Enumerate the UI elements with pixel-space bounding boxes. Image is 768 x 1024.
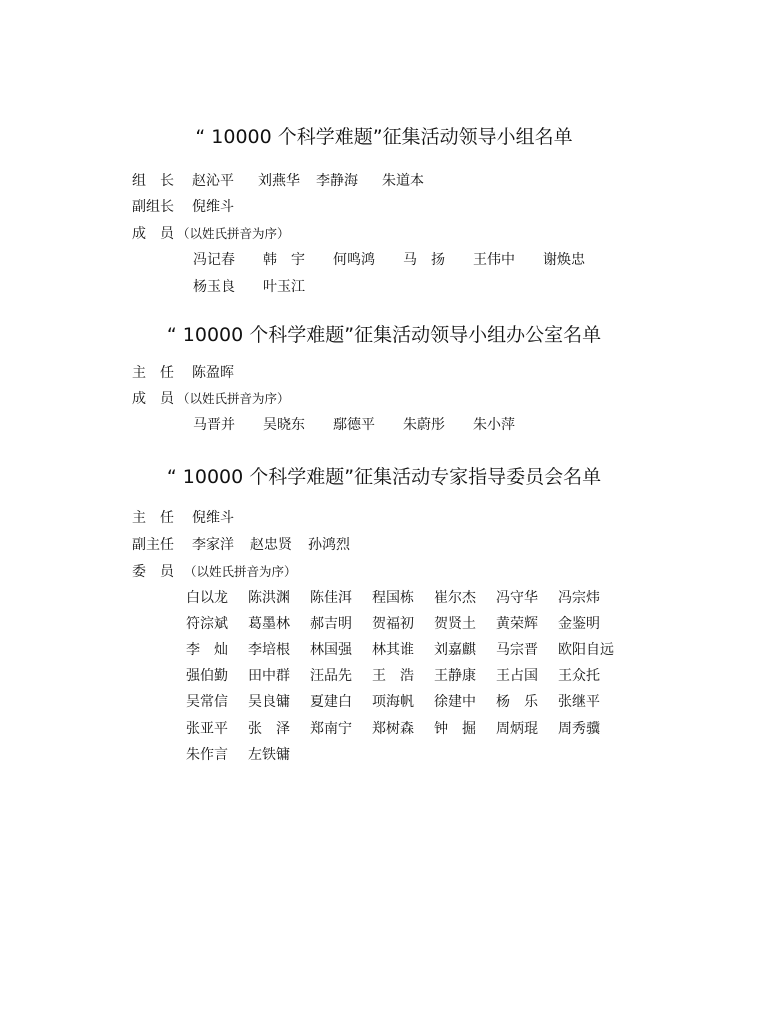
member-name: 张继平 (558, 694, 600, 710)
s1-leader-label: 组 长 (132, 173, 174, 189)
member-name: 贺贤土 (434, 616, 476, 632)
s1-leader-name: 李静海 (316, 173, 358, 189)
s2-director-row (132, 363, 234, 383)
member-name: 葛墨林 (248, 616, 290, 632)
s2-members-label: 成 员 (132, 391, 174, 407)
member-name: 强伯勤 (186, 668, 228, 684)
member-name: 钟 掘 (434, 721, 476, 737)
s2-director-label: 主 任 (132, 365, 174, 381)
member-name: 程国栋 (372, 590, 414, 606)
member-name: 朱小萍 (473, 417, 515, 433)
member-name: 汪品先 (310, 668, 352, 684)
s2-members-row (132, 389, 290, 409)
s2-director-name: 陈盈晖 (192, 365, 234, 381)
s1-deputy-row (132, 197, 234, 217)
s2-members-note: （以姓氏拼音为序） (177, 391, 290, 406)
s1-leader-name: 朱道本 (382, 173, 424, 189)
member-name: 徐建中 (434, 694, 476, 710)
member-name: 金鉴明 (558, 616, 600, 632)
s3-deputy-name: 孙鸿烈 (308, 537, 350, 553)
member-name: 周炳琨 (496, 721, 538, 737)
member-name: 郑南宁 (310, 721, 352, 737)
member-name: 项海帆 (372, 694, 414, 710)
s3-members-row (132, 562, 297, 582)
member-name: 夏建白 (310, 694, 352, 710)
s3-members-label: 委 员 (132, 564, 174, 580)
member-name: 李培根 (248, 642, 290, 658)
member-name: 朱蔚彤 (403, 417, 445, 433)
section3-title: “ 10000 个科学难题”征集活动专家指导委员会名单 (166, 466, 602, 488)
member-name: 韩 宇 (263, 252, 305, 268)
s3-director-label: 主 任 (132, 510, 174, 526)
member-name: 郝吉明 (310, 616, 352, 632)
member-name: 吴晓东 (263, 417, 305, 433)
member-name: 鄢德平 (333, 417, 375, 433)
section1-title: “ 10000 个科学难题”征集活动领导小组名单 (195, 126, 573, 148)
member-name: 白以龙 (186, 590, 228, 606)
member-name: 杨 乐 (496, 694, 538, 710)
s1-members-label: 成 员 (132, 226, 174, 242)
s3-director-name: 倪维斗 (192, 510, 234, 526)
member-name: 杨玉良 (193, 279, 235, 295)
s3-deputy-name: 李家洋 (192, 537, 234, 553)
member-name: 何鸣鸿 (333, 252, 375, 268)
member-name: 田中群 (248, 668, 290, 684)
s3-deputies-label: 副主任 (132, 537, 174, 553)
member-name: 冯记春 (193, 252, 235, 268)
s1-members-note: （以姓氏拼音为序） (177, 226, 290, 241)
member-name: 吴常信 (186, 694, 228, 710)
member-name: 林其谁 (372, 642, 414, 658)
member-name: 叶玉江 (263, 279, 305, 295)
s1-leaders-row (132, 171, 424, 191)
member-name: 王众托 (558, 668, 600, 684)
s3-deputies-row (132, 535, 350, 555)
s1-members-row (132, 224, 290, 244)
member-name: 黄荣辉 (496, 616, 538, 632)
member-name: 王占国 (496, 668, 538, 684)
member-name: 贺福初 (372, 616, 414, 632)
member-name: 冯守华 (496, 590, 538, 606)
s3-deputy-name: 赵忠贤 (250, 537, 292, 553)
member-name: 左铁镛 (248, 747, 290, 763)
member-name: 崔尔杰 (434, 590, 476, 606)
s1-deputy-name: 倪维斗 (192, 199, 234, 215)
member-name: 刘嘉麒 (434, 642, 476, 658)
s3-director-row (132, 508, 234, 528)
section2-title: “ 10000 个科学难题”征集活动领导小组办公室名单 (166, 324, 602, 346)
member-name: 王伟中 (473, 252, 515, 268)
member-name: 谢焕忠 (543, 252, 585, 268)
s1-leader-name: 赵沁平 (192, 173, 234, 189)
member-name: 马晋并 (193, 417, 235, 433)
member-name: 郑树森 (372, 721, 414, 737)
member-name: 符淙斌 (186, 616, 228, 632)
s3-members-note: （以姓氏拼音为序） (184, 564, 297, 579)
member-name: 张 泽 (248, 721, 290, 737)
member-name: 朱作言 (186, 747, 228, 763)
member-name: 李 灿 (186, 642, 228, 658)
member-name: 冯宗炜 (558, 590, 600, 606)
member-name: 马宗晋 (496, 642, 538, 658)
member-name: 张亚平 (186, 721, 228, 737)
member-name: 周秀骥 (558, 721, 600, 737)
member-name: 王 浩 (372, 668, 414, 684)
member-name: 吴良镛 (248, 694, 290, 710)
member-name: 陈佳洱 (310, 590, 352, 606)
member-name: 林国强 (310, 642, 352, 658)
member-name: 马 扬 (403, 252, 445, 268)
member-name: 陈洪渊 (248, 590, 290, 606)
s1-deputy-label: 副组长 (132, 199, 174, 215)
member-name: 欧阳自远 (558, 642, 614, 658)
s1-leader-name: 刘燕华 (258, 173, 300, 189)
member-name: 王静康 (434, 668, 476, 684)
